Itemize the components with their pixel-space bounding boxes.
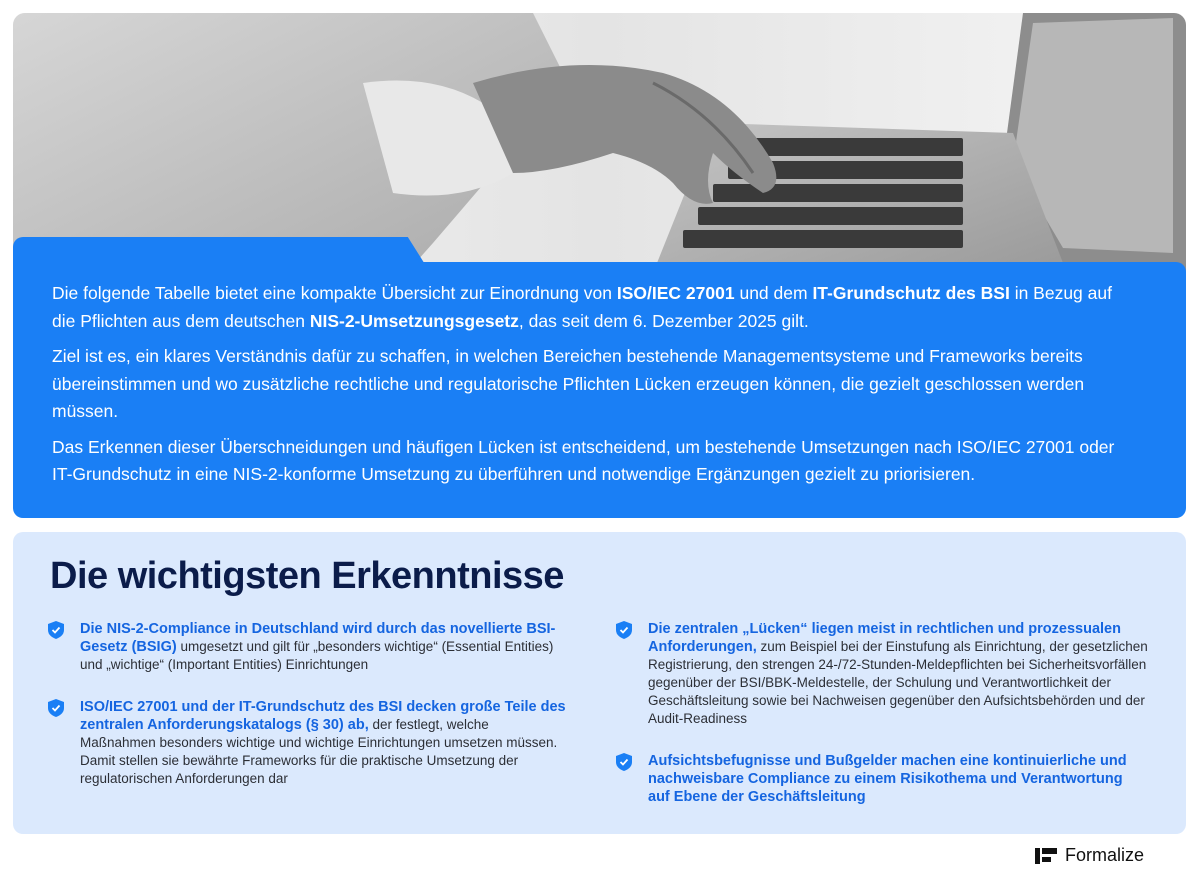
finding-highlight: ISO/IEC 27001 und der IT-Grundschutz des BSI decken große Teile des zentralen Anforderungskatalogs (§ 30) ab, xyxy=(80,699,566,733)
finding-item xyxy=(80,620,560,674)
finding-item xyxy=(648,620,1148,728)
findings-title: Die wichtigsten Erkenntnisse xyxy=(50,555,564,597)
formalize-logo-icon xyxy=(1035,848,1057,864)
shield-check-icon xyxy=(616,753,632,771)
finding-item xyxy=(648,752,1138,806)
shield-check-icon xyxy=(48,699,64,717)
shield-check-icon xyxy=(48,621,64,639)
shield-check-icon xyxy=(616,621,632,639)
finding-text: der festlegt, welche Maßnahmen besonders wichtige und wichtige Einrichtungen umsetzen müssen. Damit stellen sie bewährte Frameworks für die praktische Umsetzung der regulatorischen Anforderungen dar xyxy=(80,717,558,786)
brand-name: Formalize xyxy=(1065,845,1145,865)
intro-paragraph-3: Das Erkennen dieser Überschneidungen und häufigen Lücken ist entscheidend, um bestehende Umsetzungen nach ISO/IEC 27001 oder IT-Grundschutz in eine NIS-2-konforme Umsetzung zu überführen und notwendige Ergänzungen gezielt zu priorisieren. xyxy=(52,436,1115,484)
finding-highlight: Die zentralen „Lücken“ liegen meist in rechtlichen und prozessualen Anforderungen, xyxy=(648,621,1121,655)
finding-text: zum Beispiel bei der Einstufung als Einrichtung, der gesetzlichen Registrierung, den strengen 24-/72-Stunden-Meldepflichten bei Sicherheitsvorfällen gegenüber der BSI/BBK-Meldestelle, der Schulung und Verantwortlichkeit der Geschäftsleitung sowie bei Nachweisen gegenüber den Aufsichtsbehörden und der Audit-Readiness xyxy=(648,639,1148,726)
finding-highlight: Die NIS-2-Compliance in Deutschland wird durch das novellierte BSI-Gesetz (BSIG) xyxy=(80,621,556,655)
intro-paragraph-1: Die folgende Tabelle bietet eine kompakte Übersicht zur Einordnung von ISO/IEC 27001 und dem IT-Grundschutz des BSI in Bezug auf die Pflichten aus dem deutschen NIS-2-Umsetzungsgesetz, das seit dem 6. Dezember 2025 gilt. xyxy=(52,283,1112,331)
finding-highlight: Aufsichtsbefugnisse und Bußgelder machen eine kontinuierliche und nachweisbare Compliance zu einem Risikothema und Verantwortung auf Ebene der Geschäftsleitung xyxy=(648,753,1127,805)
finding-item xyxy=(80,698,566,788)
intro-text xyxy=(52,280,1132,497)
finding-text: umgesetzt und gilt für „besonders wichtige“ (Essential Entities) und „wichtige“ (Important Entities) Einrichtungen xyxy=(80,639,554,672)
brand-logo xyxy=(1035,845,1144,866)
intro-paragraph-2: Ziel ist es, ein klares Verständnis dafür zu schaffen, in welchen Bereichen bestehende Managementsysteme und Frameworks bereits übereinstimmen und wo zusätzliche rechtliche und regulatorische Pflichten Lücken erzeugen können, die gezielt geschlossen werden müssen. xyxy=(52,346,1085,421)
